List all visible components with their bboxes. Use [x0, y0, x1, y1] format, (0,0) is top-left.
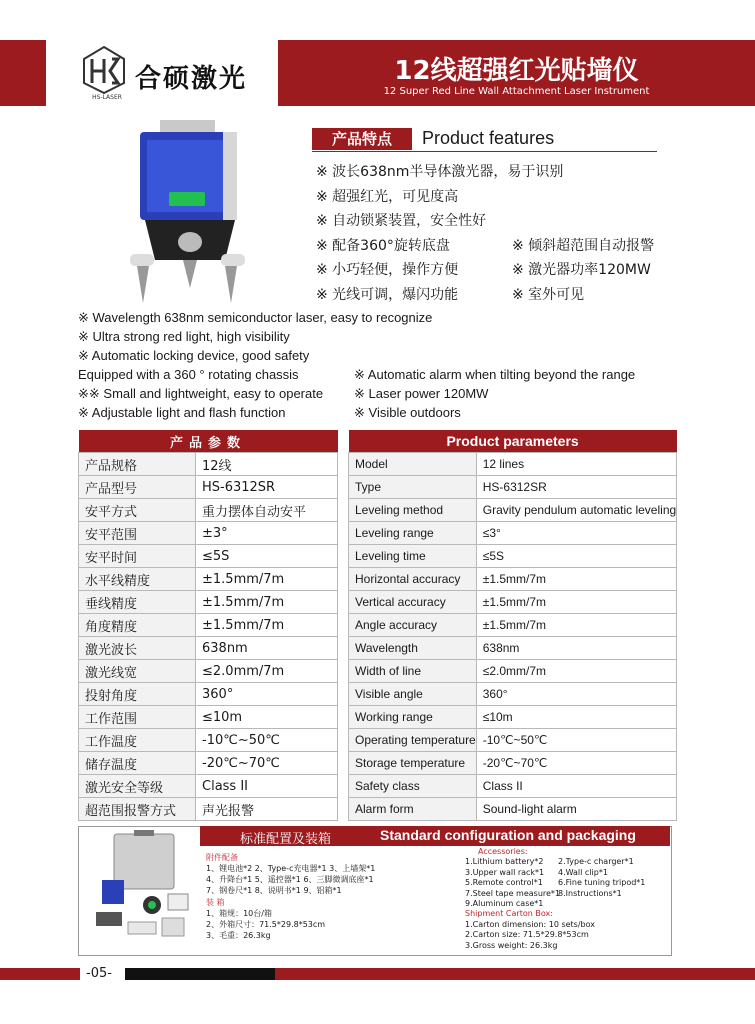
params-row-cn: [79, 706, 338, 729]
params-row-en: [349, 775, 677, 798]
param-label: 安平方式: [79, 499, 196, 522]
params-row-en: [349, 522, 677, 545]
param-label: 安平范围: [79, 522, 196, 545]
page-title: 12线超强红光贴墙仪: [394, 56, 639, 86]
param-label: Visible angle: [349, 683, 477, 706]
params-table-cn-title: 产品参数: [79, 430, 338, 453]
param-label: Wavelength: [349, 637, 477, 660]
accessory-en-line: 2.Type-c charger*1: [558, 857, 634, 866]
feature-en-item: ※ Adjustable light and flash function: [78, 405, 286, 420]
params-row-cn: [79, 568, 338, 591]
param-value: ≤2.0mm/7m: [476, 660, 676, 683]
packing-en-line: 1.Carton dimension: 10 sets/box: [465, 919, 596, 929]
param-value: -10℃~50℃: [196, 729, 338, 752]
params-table-en: [348, 430, 677, 821]
param-label: 激光线宽: [79, 660, 196, 683]
param-value: ±1.5mm/7m: [476, 591, 676, 614]
param-value: 638nm: [196, 637, 338, 660]
feature-en-item: Equipped with a 360 ° rotating chassis: [78, 367, 299, 382]
accessory-en-line: 8.Instructions*1: [558, 888, 622, 898]
feature-cn-item: ※ 超强红光，可见度高: [316, 188, 459, 205]
param-value: Gravity pendulum automatic leveling: [476, 499, 676, 522]
params-row-cn: [79, 499, 338, 522]
params-row-en: [349, 752, 677, 775]
param-value: 重力摆体自动安平: [196, 499, 338, 522]
params-row-cn: [79, 545, 338, 568]
params-row-cn: [79, 522, 338, 545]
param-label: 角度精度: [79, 614, 196, 637]
params-row-cn: [79, 729, 338, 752]
param-label: 工作温度: [79, 729, 196, 752]
packing-en-line: 2.Carton size: 71.5*29.8*53cm: [465, 930, 589, 939]
params-row-en: [349, 614, 677, 637]
divider: [312, 151, 657, 152]
header-accent-bar: [0, 40, 46, 106]
params-row-cn: [79, 614, 338, 637]
params-table-cn: [78, 430, 338, 821]
brand-logo-text: HS-LASER: [92, 94, 122, 101]
feature-en-item: ※ Wavelength 638nm semiconductor laser, easy to recognize: [78, 310, 433, 325]
feature-cn-item: ※ 激光器功率120MW: [512, 262, 651, 278]
brand-logo-icon: [82, 45, 127, 95]
params-row-en: [349, 591, 677, 614]
params-row-en: [349, 706, 677, 729]
params-row-cn: [79, 660, 338, 683]
params-row-en: [349, 453, 677, 476]
accessory-en-line: 7.Steel tape measure*1: [465, 888, 561, 898]
feature-cn-item: ※ 配备360°旋转底盘: [316, 237, 450, 254]
param-label: 储存温度: [79, 752, 196, 775]
param-value: Sound-light alarm: [476, 798, 676, 821]
feature-cn-item: ※ 自动锁紧装置，安全性好: [316, 213, 487, 229]
params-row-en: [349, 568, 677, 591]
param-value: ≤2.0mm/7m: [196, 660, 338, 683]
param-label: 激光安全等级: [79, 775, 196, 798]
accessory-cn-line: 1、锂电池*2 2、Type-c充电器*1 3、上墙架*1: [206, 864, 376, 873]
feature-cn-item: ※ 小巧轻便，操作方便: [316, 262, 459, 278]
param-value: ±1.5mm/7m: [476, 614, 676, 637]
accessory-en-line: 1.Lithium battery*2: [465, 857, 544, 866]
param-label: 激光波长: [79, 637, 196, 660]
param-label: 水平线精度: [79, 568, 196, 591]
param-value: ≤5S: [476, 545, 676, 568]
feature-cn-item: ※ 室外可见: [512, 286, 585, 303]
param-value: 360°: [476, 683, 676, 706]
param-label: Type: [349, 476, 477, 499]
feature-en-item: ※※ Small and lightweight, easy to operate: [78, 386, 324, 401]
param-value: ≤3°: [476, 522, 676, 545]
params-row-cn: [79, 683, 338, 706]
features-badge: 产品特点: [312, 128, 412, 150]
accessory-en-line: 4.Wall clip*1: [558, 867, 608, 877]
params-row-en: [349, 798, 677, 821]
page-number: -05-: [86, 966, 112, 981]
param-label: Working range: [349, 706, 477, 729]
accessory-en-line: 5.Remote control*1: [465, 878, 543, 887]
param-value: ±3°: [196, 522, 338, 545]
packing-label-en: Shipment Carton Box:: [465, 909, 553, 918]
param-value: -20℃~70℃: [196, 752, 338, 775]
params-row-en: [349, 729, 677, 752]
param-label: 安平时间: [79, 545, 196, 568]
param-value: ≤5S: [196, 545, 338, 568]
accessory-en-line: 3.Upper wall rack*1: [465, 867, 545, 877]
params-row-cn: [79, 476, 338, 499]
features-title: Product features: [422, 128, 555, 148]
param-value: HS-6312SR: [196, 476, 338, 499]
param-label: Vertical accuracy: [349, 591, 477, 614]
param-value: 638nm: [476, 637, 676, 660]
param-label: Horizontal accuracy: [349, 568, 477, 591]
param-value: ≤10m: [476, 706, 676, 729]
standard-config-header: [200, 826, 670, 846]
feature-cn-item: ※ 光线可调，爆闪功能: [316, 286, 459, 303]
accessory-kit-image: [92, 830, 192, 945]
param-label: Alarm form: [349, 798, 477, 821]
feature-en-item: ※ Laser power 120MW: [354, 386, 489, 401]
feature-en-item: ※ Ultra strong red light, high visibility: [78, 329, 290, 344]
param-value: ±1.5mm/7m: [196, 614, 338, 637]
param-label: Width of line: [349, 660, 477, 683]
laser-level-product-image: [125, 118, 255, 308]
feature-en-item: ※ Automatic alarm when tilting beyond the range: [354, 367, 636, 382]
param-label: 垂线精度: [79, 591, 196, 614]
param-value: -10℃~50℃: [476, 729, 676, 752]
feature-en-item: ※ Visible outdoors: [354, 405, 461, 420]
param-label: 超范围报警方式: [79, 798, 196, 821]
param-label: Storage temperature: [349, 752, 477, 775]
feature-en-item: ※ Automatic locking device, good safety: [78, 348, 310, 363]
brand-name: 合硕激光: [135, 64, 248, 94]
accessory-en-line: 9.Aluminum case*1: [465, 899, 544, 908]
feature-cn-item: ※ 倾斜超范围自动报警: [512, 237, 655, 254]
param-value: ±1.5mm/7m: [476, 568, 676, 591]
param-value: 12线: [196, 453, 338, 476]
accessory-en-line: 6.Fine tuning tripod*1: [558, 878, 646, 887]
page-subtitle: 12 Super Red Line Wall Attachment Laser Instrument: [383, 86, 650, 97]
params-row-en: [349, 545, 677, 568]
params-row-cn: [79, 453, 338, 476]
accessories-label-cn: 附件配备: [206, 853, 238, 862]
params-row-cn: [79, 775, 338, 798]
feature-cn-item: ※ 波长638nm半导体激光器，易于识别: [316, 164, 564, 180]
params-row-cn: [79, 591, 338, 614]
param-value: ±1.5mm/7m: [196, 568, 338, 591]
param-value: Class II: [476, 775, 676, 798]
param-value: 360°: [196, 683, 338, 706]
param-value: HS-6312SR: [476, 476, 676, 499]
params-row-cn: [79, 798, 338, 821]
params-table-en-title: Product parameters: [349, 430, 677, 453]
param-label: 工作范围: [79, 706, 196, 729]
param-label: Safety class: [349, 775, 477, 798]
packing-cn-line: 2、外箱尺寸：71.5*29.8*53cm: [206, 920, 326, 929]
param-label: Leveling range: [349, 522, 477, 545]
accessories-label-en: Accessories:: [478, 847, 528, 856]
param-label: Operating temperature: [349, 729, 477, 752]
params-row-en: [349, 637, 677, 660]
params-row-en: [349, 476, 677, 499]
packing-cn-line: 3、毛重：26.3kg: [206, 931, 271, 940]
param-label: 产品规格: [79, 453, 196, 476]
params-row-cn: [79, 637, 338, 660]
params-row-cn: [79, 752, 338, 775]
param-value: -20℃~70℃: [476, 752, 676, 775]
header-banner: [278, 40, 755, 106]
params-row-en: [349, 660, 677, 683]
accessory-cn-line: 4、升降台*1 5、遥控器*1 6、三脚微调底座*1: [206, 875, 374, 884]
param-value: Class II: [196, 775, 338, 798]
param-value: 声光报警: [196, 798, 338, 821]
param-value: 12 lines: [476, 453, 676, 476]
footer-black-bar: [125, 968, 275, 980]
packing-label-cn: 装 箱: [206, 898, 225, 907]
param-label: Model: [349, 453, 477, 476]
param-label: Angle accuracy: [349, 614, 477, 637]
param-label: 投射角度: [79, 683, 196, 706]
standard-config-title-en: Standard configuration and packaging: [380, 827, 636, 843]
param-label: Leveling time: [349, 545, 477, 568]
params-row-en: [349, 683, 677, 706]
param-value: ≤10m: [196, 706, 338, 729]
accessory-cn-line: 7、钢卷尺*1 8、说明书*1 9、铝箱*1: [206, 886, 342, 895]
param-label: 产品型号: [79, 476, 196, 499]
packing-cn-line: 1、箱规：10台/箱: [206, 909, 272, 918]
standard-config-title-cn: 标准配置及装箱: [240, 832, 332, 847]
packing-en-line: 3.Gross weight: 26.3kg: [465, 940, 558, 950]
param-value: ±1.5mm/7m: [196, 591, 338, 614]
param-label: Leveling method: [349, 499, 477, 522]
params-row-en: [349, 499, 677, 522]
